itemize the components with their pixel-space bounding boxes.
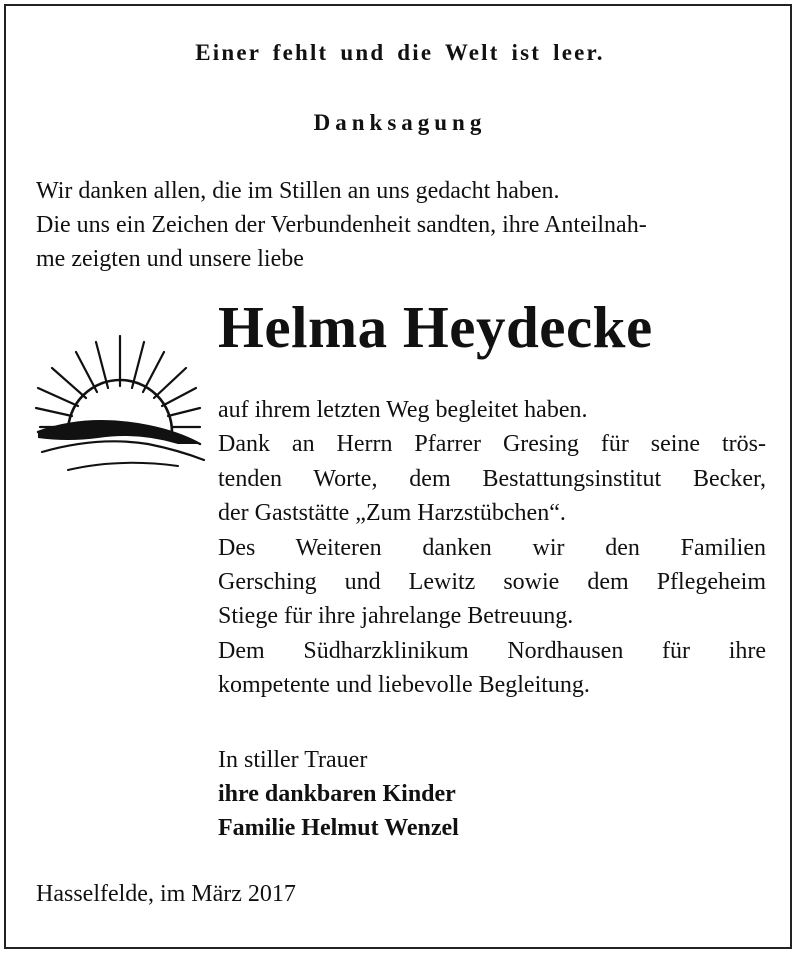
intro-line: me zeigten und unsere liebe xyxy=(36,246,304,272)
intro-text xyxy=(36,174,768,276)
body-line: Dem Südharzklinikum Nordhausen für ihre xyxy=(218,637,766,664)
body-text xyxy=(218,393,766,703)
body-line: auf ihrem letzten Weg begleitet haben. xyxy=(218,397,588,423)
closing-block xyxy=(218,743,459,845)
place-date: Hasselfelde, im März 2017 xyxy=(36,881,296,907)
body-line: tenden Worte, dem Bestattungsinstitut Becker, xyxy=(218,465,766,492)
subhead: Danksagung xyxy=(313,110,487,135)
signature-line: Familie Helmut Wenzel xyxy=(218,815,459,841)
deceased-name: Helma Heydecke xyxy=(218,294,653,360)
body-line: Des Weiteren danken wir den Familien xyxy=(218,534,766,561)
body-line: der Gaststätte „Zum Harzstübchen“. xyxy=(218,500,566,527)
intro-line: Die uns ein Zeichen der Verbundenheit sandten, ihre Anteilnah- xyxy=(36,212,647,238)
sunset-over-hills-icon xyxy=(28,328,208,478)
body-line: Dank an Herrn Pfarrer Gresing für seine trös- xyxy=(218,431,766,458)
body-line: Stiege für ihre jahrelange Betreuung. xyxy=(218,603,574,630)
closing-greeting: In stiller Trauer xyxy=(218,747,368,773)
signature-line: ihre dankbaren Kinder xyxy=(218,781,456,807)
headline: Einer fehlt und die Welt ist leer. xyxy=(195,40,605,65)
body-line: kompetente und liebevolle Begleitung. xyxy=(218,672,590,699)
intro-line: Wir danken allen, die im Stillen an uns gedacht haben. xyxy=(36,178,560,204)
body-line: Gersching und Lewitz sowie dem Pflegeheim xyxy=(218,569,766,596)
